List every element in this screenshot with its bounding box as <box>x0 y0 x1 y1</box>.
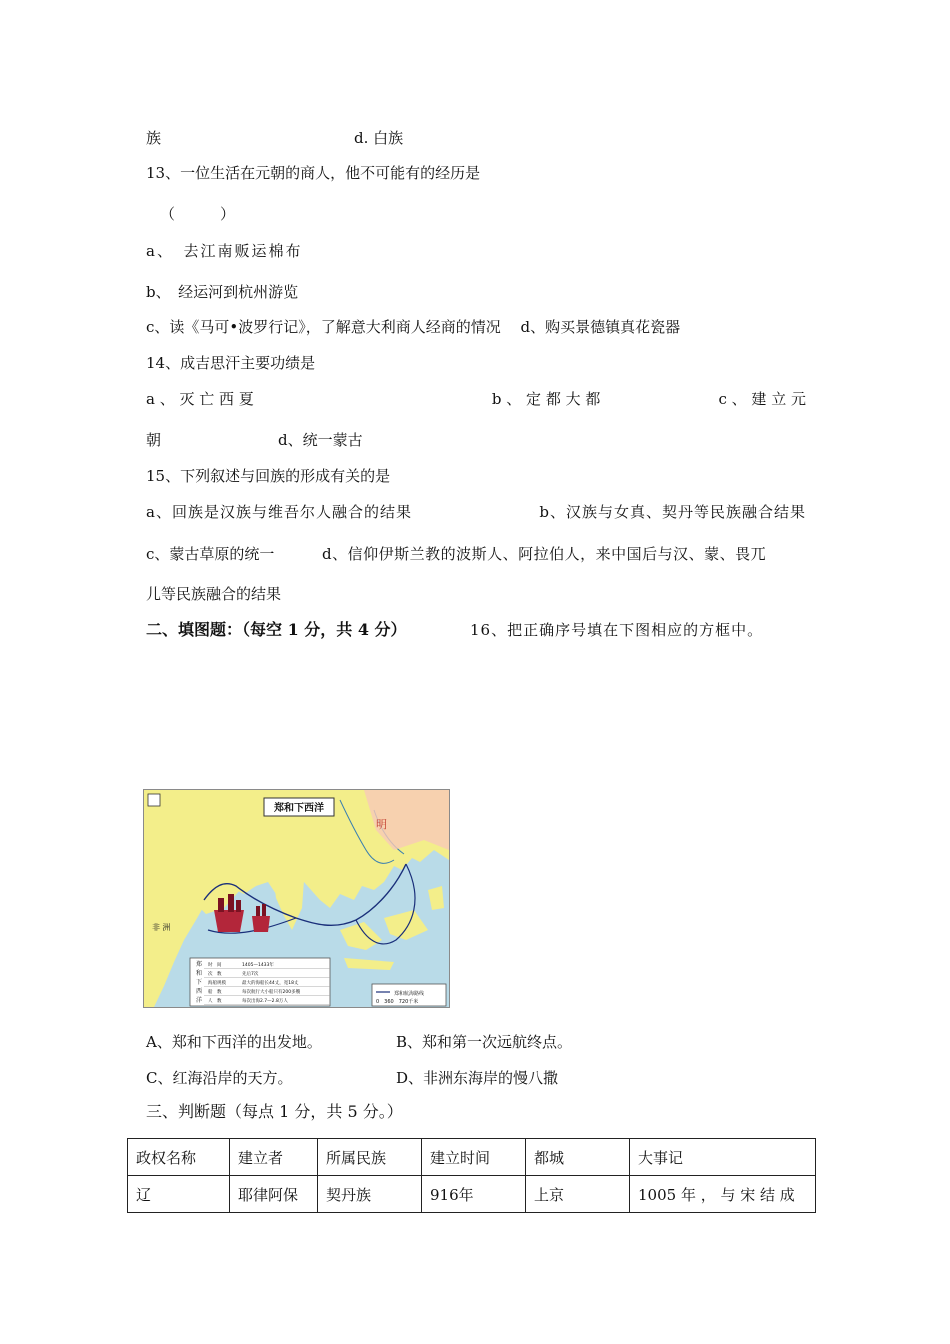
table-cell: 辽 <box>128 1176 230 1213</box>
map-info-side-label: 下 <box>196 979 203 986</box>
table-row <box>128 1176 816 1213</box>
q15-option-c: c、蒙古草原的统一 <box>146 545 275 563</box>
answer-blank: （ ） <box>160 205 236 223</box>
map-info-value: 1405—1433年 <box>242 963 274 968</box>
table-cell: 政权名称 <box>128 1139 230 1176</box>
question-16: 16、把正确序号填在下图相应的方框中。 <box>470 621 764 639</box>
option-d-baizu: d. 白族 <box>354 129 404 147</box>
q13-option-cd: c、读《马可•波罗行记》，了解意大利商人经商的情况 d、购买景德镇真花瓷器 <box>146 318 681 336</box>
q13-option-b: b、 经运河到杭州游览 <box>146 283 299 301</box>
regimes-table <box>127 1138 816 1213</box>
map-legend-scale: 0 360 720千米 <box>376 999 419 1005</box>
map-info-side-label: 和 <box>196 970 203 977</box>
map-info-key: 海船规模 <box>208 981 226 986</box>
text-fragment: 族 <box>146 129 162 147</box>
table-cell: 916年 <box>422 1176 526 1213</box>
map-info-side-label: 西 <box>196 988 203 995</box>
map-info-key: 船 数 <box>208 990 222 995</box>
map-info-value: 每次出海2.7—2.8万人 <box>242 999 288 1004</box>
map-info-side-label: 郑 <box>196 961 203 968</box>
section-3-title: 三、判断题（每点 1 分，共 5 分。） <box>146 1102 403 1121</box>
table-cell: 建立时间 <box>422 1139 526 1176</box>
map-corner-box <box>148 794 160 806</box>
table-cell: 契丹族 <box>318 1176 422 1213</box>
question-13: 13、一位生活在元朝的商人，他不可能有的经历是 <box>146 164 481 182</box>
map-svg <box>144 790 449 1007</box>
table-cell: 1005 年 ， 与 宋 结 成 <box>630 1176 816 1213</box>
fill-option-c: C、红海沿岸的天方。 <box>146 1069 293 1087</box>
q13-option-a: a、 去江南贩运棉布 <box>146 242 303 260</box>
q14-option-b: b 、 定 都 大 都 <box>491 390 601 408</box>
map-info-key: 次 数 <box>208 972 222 977</box>
q14-option-d: d、统一蒙古 <box>278 431 363 449</box>
table-cell: 上京 <box>526 1176 630 1213</box>
table-cell: 所属民族 <box>318 1139 422 1176</box>
question-15: 15、下列叙述与回族的形成有关的是 <box>146 467 391 485</box>
table-cell: 都城 <box>526 1139 630 1176</box>
q14-options-row <box>146 389 806 409</box>
map-label-africa: 非 洲 <box>152 923 171 932</box>
fill-option-b: B、郑和第一次远航终点。 <box>396 1033 573 1051</box>
fill-option-a: A、郑和下西洋的出发地。 <box>146 1033 322 1051</box>
map-title: 郑和下西洋 <box>274 803 324 814</box>
section-2-title: 二、填图题：（每空 1 分，共 4 分） <box>146 620 407 639</box>
q14-option-a: a 、 灭 亡 西 夏 <box>146 390 254 408</box>
q15-option-d: d、信仰伊斯兰教的波斯人、阿拉伯人，来中国后与汉、蒙、畏兀 <box>322 545 767 563</box>
q14-option-c: c 、 建 立 元 <box>718 390 806 408</box>
q15-option-b: b、汉族与女真、契丹等民族融合结果 <box>539 503 806 521</box>
q15-option-d-cont: 儿等民族融合的结果 <box>146 585 282 603</box>
map-info-side-label: 洋 <box>196 997 203 1004</box>
map-legend-route: 郑和航海路线 <box>394 991 425 997</box>
q15-options-ab <box>146 502 806 522</box>
table-header-row <box>128 1139 816 1176</box>
table-cell: 大事记 <box>630 1139 816 1176</box>
map-label-ming: 明 <box>376 818 387 831</box>
map-info-key: 人 数 <box>208 999 222 1004</box>
map-info-value: 每次航行大小船只有200多艘 <box>242 990 301 995</box>
table-cell: 建立者 <box>230 1139 318 1176</box>
table-cell: 耶律阿保 <box>230 1176 318 1213</box>
answer-line-q12-end <box>146 128 161 148</box>
fill-option-d: D、非洲东海岸的慢八撒 <box>396 1069 559 1087</box>
question-14: 14、成吉思汗主要功绩是 <box>146 354 316 372</box>
zheng-he-voyage-map <box>143 789 450 1008</box>
q14-option-c-cont: 朝 <box>146 431 162 449</box>
map-info-value: 先后7次 <box>242 972 259 977</box>
map-info-key: 时 间 <box>208 963 222 968</box>
map-info-value: 最大的海船长44丈，宽18丈 <box>242 981 299 986</box>
q15-option-a: a、回族是汉族与维吾尔人融合的结果 <box>146 503 412 521</box>
